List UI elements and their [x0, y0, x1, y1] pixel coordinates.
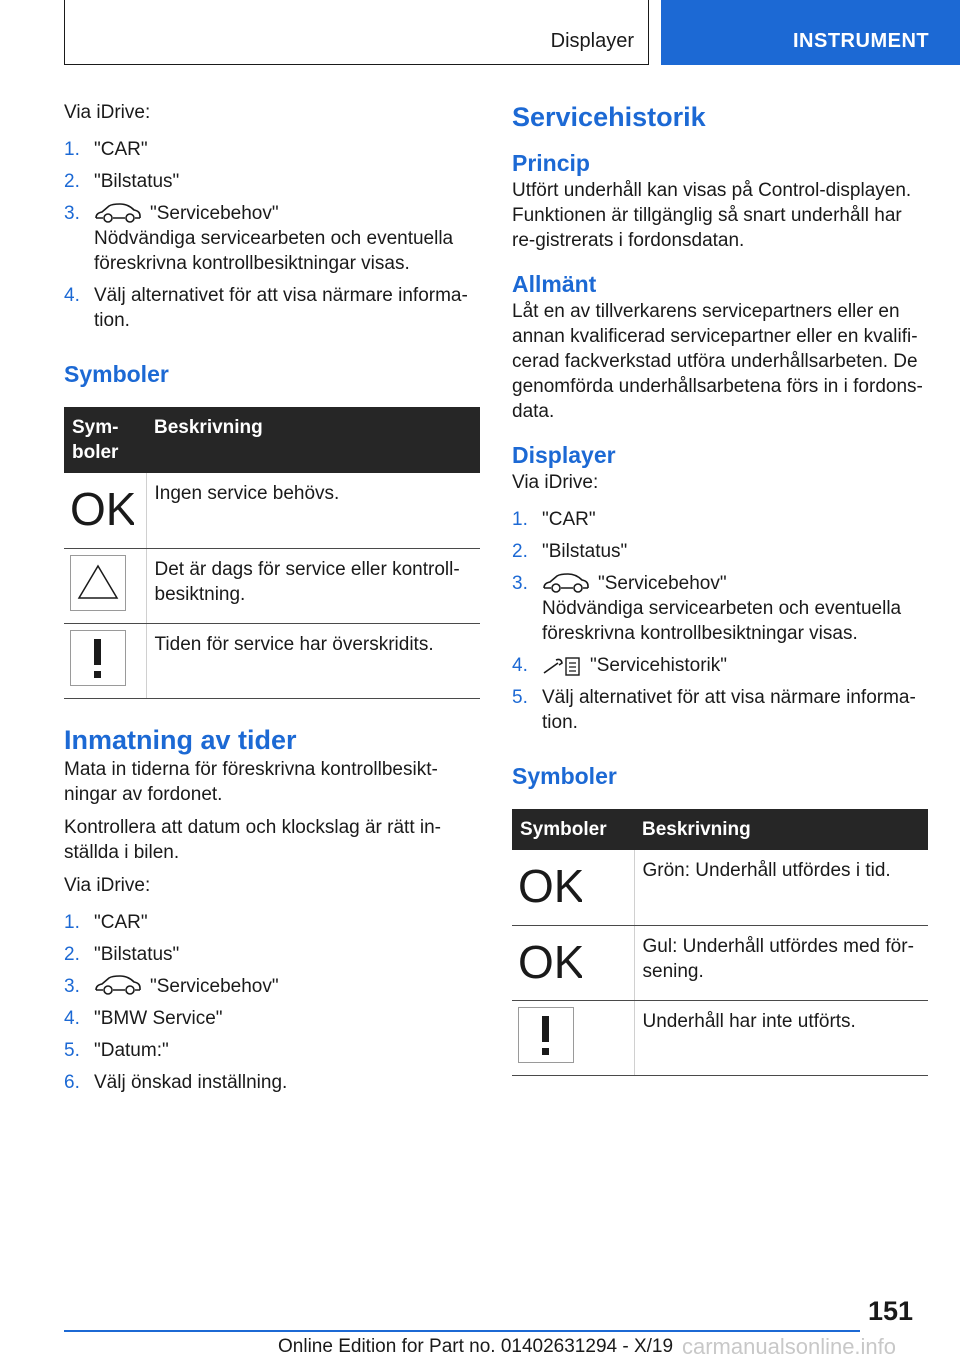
car-icon [94, 203, 142, 225]
princip-heading: Princip [512, 150, 590, 176]
symbol-cell [64, 623, 146, 698]
table-row [512, 850, 928, 925]
list-item: 2. "Bilstatus" [64, 943, 180, 965]
footer-edition: Online Edition for Part no. 01402631294 - X/19 [278, 1336, 674, 1357]
time-heading: Inmatning av tider [64, 724, 297, 755]
symbols-table [64, 407, 480, 699]
symbol-cell [64, 548, 146, 623]
description-cell: Ingen service behövs. [146, 473, 480, 548]
table-header-row [512, 809, 928, 850]
svg-text:OK: OK [518, 860, 582, 912]
table-row [512, 925, 928, 1000]
displayer-heading: Displayer [512, 442, 616, 468]
time-paragraph-1: Mata in tiderna för föreskrivna kontrollbesikt-ningar av fordonet. [64, 758, 438, 805]
table-row [64, 473, 480, 548]
intro-text: Via iDrive: [64, 102, 151, 123]
header-chapter-title: INSTRUMENT [793, 30, 930, 52]
list-item: 5. "Datum:" [64, 1039, 169, 1061]
list-item: 1. "CAR" [64, 139, 148, 160]
ok-icon [70, 479, 134, 535]
table-row [512, 1000, 928, 1075]
exclamation-icon [70, 630, 126, 686]
ok-icon [518, 932, 582, 988]
header-section-box [64, 0, 649, 65]
time-intro: Via iDrive: [64, 874, 151, 896]
header-chapter-tab [661, 0, 960, 65]
step-note: Nödvändiga servicearbeten och eventuella föreskrivna kontrollbesiktningar visas. [542, 598, 902, 644]
service-history-icon [542, 655, 582, 677]
left-column [64, 100, 480, 1102]
table-col-symbols: Sym-boler [64, 407, 146, 473]
list-item: 2. "Bilstatus" [512, 541, 628, 562]
car-icon [542, 573, 590, 595]
table-row [64, 623, 480, 698]
symbol-cell [512, 850, 634, 925]
symbols-heading: Symboler [64, 361, 169, 387]
header-section-title: Displayer [550, 30, 634, 52]
description-cell: Gul: Underhåll utfördes med för-sening. [634, 925, 928, 1000]
symbols-heading-right: Symboler [512, 763, 617, 789]
list-item: 1. "CAR" [512, 509, 596, 530]
table-col-description: Beskrivning [146, 407, 480, 473]
princip-text: Utfört underhåll kan visas på Control-displayen. Funktionen är tillgänglig så snart underhåll har re-gistrerats i fordonsdatan. [512, 180, 912, 251]
svg-text:OK: OK [518, 935, 582, 988]
right-column [512, 100, 928, 1076]
table-header-row [64, 407, 480, 473]
step-list-1 [64, 137, 480, 333]
page-number: 151 [868, 1296, 914, 1326]
step-list-3 [512, 507, 928, 735]
list-item: 6. Välj önskad inställning. [64, 1071, 288, 1093]
table-row [64, 548, 480, 623]
list-item: 3. "Servicebehov" Nödvändiga servicearbeten och eventuella föreskrivna kontrollbesiktningar visas. [512, 571, 928, 646]
table-col-description: Beskrivning [634, 809, 928, 850]
list-item: 4. "Servicehistorik" [512, 655, 728, 676]
list-item: 3. "Servicebehov" [64, 975, 279, 997]
svg-text:OK: OK [70, 483, 134, 535]
description-cell: Grön: Underhåll utfördes i tid. [634, 850, 928, 925]
list-item: 3. "Servicebehov" Nödvändiga servicearbeten och eventuella föreskrivna kontrollbesiktningar visas. [64, 201, 480, 276]
list-item: 4. Välj alternativet för att visa närmare informa-tion. [64, 285, 468, 331]
symbol-cell [512, 1000, 634, 1075]
history-symbols-table [512, 809, 928, 1076]
time-paragraph-2: Kontrollera att datum och klockslag är rätt in-ställda i bilen. [64, 816, 442, 863]
list-item: 2. "Bilstatus" [64, 171, 180, 192]
table-col-symbols: Symboler [512, 809, 634, 850]
list-item: 4. "BMW Service" [64, 1007, 223, 1029]
ok-icon [518, 856, 582, 912]
watermark: carmanualsonline.info [682, 1334, 897, 1359]
allmant-text: Låt en av tillverkarens servicepartners eller en annan kvalificerad servicepartner eller en kvalifi-cerad fackverkstad utföra underhållsarbeten. De genomförda underhållsarbetena förs in i fordons-data. [512, 301, 923, 422]
exclamation-icon [518, 1007, 574, 1063]
description-cell: Tiden för service har överskridits. [146, 623, 480, 698]
symbol-cell [512, 925, 634, 1000]
allmant-heading: Allmänt [512, 271, 597, 297]
list-item: 5. Välj alternativet för att visa närmare informa-tion. [512, 687, 916, 733]
step-note: Nödvändiga servicearbeten och eventuella föreskrivna kontrollbesiktningar visas. [94, 228, 454, 274]
warning-triangle-icon [70, 555, 126, 611]
symbol-cell [64, 473, 146, 548]
step-list-2 [64, 910, 480, 1095]
description-cell: Underhåll har inte utförts. [634, 1000, 928, 1075]
car-icon [94, 975, 142, 997]
description-cell: Det är dags för service eller kontroll-besiktning. [146, 548, 480, 623]
service-history-heading: Servicehistorik [512, 102, 706, 132]
displayer-intro: Via iDrive: [512, 472, 599, 493]
footer-divider [64, 1330, 860, 1332]
list-item: 1. "CAR" [64, 911, 148, 933]
